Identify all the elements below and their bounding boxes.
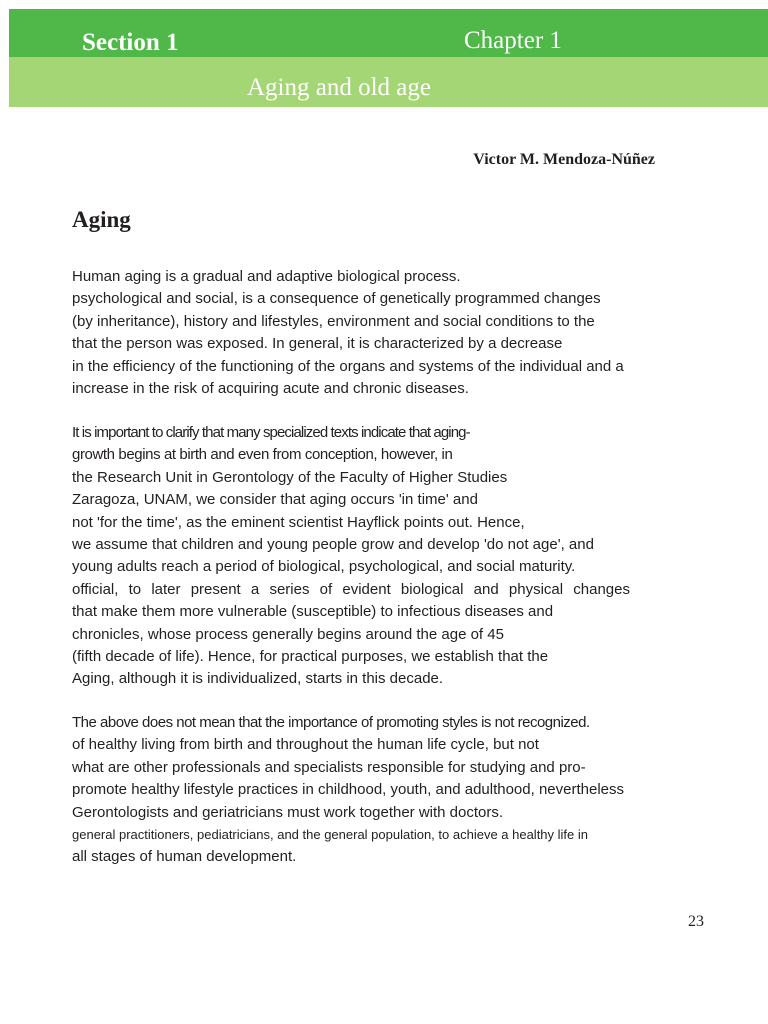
text-line: (fifth decade of life). Hence, for practical purposes, we establish that the [72,648,549,666]
text-line: growth begins at birth and even from conception, however, in [72,446,453,464]
text-line: official, to later present a series of evident biological and physical changes [72,580,630,598]
text-line: we assume that children and young people grow and develop 'do not age', and [72,536,594,554]
section-heading: Aging [72,207,131,233]
text-line: The above does not mean that the importance of promoting styles is not recognized. [72,714,590,731]
text-line: promote healthy lifestyle practices in childhood, youth, and adulthood, nevertheless [72,781,625,799]
text-line: Gerontologists and geriatricians must work together with doctors. [72,803,504,821]
chapter-title: Aging and old age [247,74,431,101]
section-label: Section 1 [82,29,179,56]
text-line: in the efficiency of the functioning of the organs and systems of the individual and a [72,357,624,375]
text-line: of healthy living from birth and throughout the human life cycle, but not [72,736,539,754]
paragraph-1 [72,266,682,400]
text-line: that make them more vulnerable (susceptible) to infectious diseases and [72,603,554,621]
text-line: psychological and social, is a consequence of genetically programmed changes [72,290,601,308]
text-line: young adults reach a period of biological, psychological, and social maturity. [72,558,576,576]
text-line: the Research Unit in Gerontology of the Faculty of Higher Studies [72,468,508,486]
text-line: Human aging is a gradual and adaptive biological process. [72,268,461,285]
text-line: Zaragoza, UNAM, we consider that aging occurs 'in time' and [72,491,478,509]
text-line: not 'for the time', as the eminent scientist Hayflick points out. Hence, [72,513,525,531]
text-line: all stages of human development. [72,848,297,866]
text-line: what are other professionals and specialists responsible for studying and pro- [72,758,586,776]
text-line: increase in the risk of acquiring acute and chronic diseases. [72,380,469,398]
text-line: general practitioners, pediatricians, and the general population, to achieve a healthy life in [72,827,589,843]
text-line: Aging, although it is individualized, starts in this decade. [72,670,444,688]
text-line: (by inheritance), history and lifestyles, environment and social conditions to the [72,312,595,330]
text-line: that the person was exposed. In general, it is characterized by a decrease [72,335,563,353]
text-line: chronicles, whose process generally begins around the age of 45 [72,625,504,643]
text-line: It is important to clarify that many specialized texts indicate that aging- [72,424,470,441]
author-name: Victor M. Mendoza-Núñez [473,151,655,168]
paragraph-3 [72,712,682,869]
paragraph-2 [72,422,682,691]
chapter-label: Chapter 1 [464,27,562,54]
page-number: 23 [688,913,704,930]
